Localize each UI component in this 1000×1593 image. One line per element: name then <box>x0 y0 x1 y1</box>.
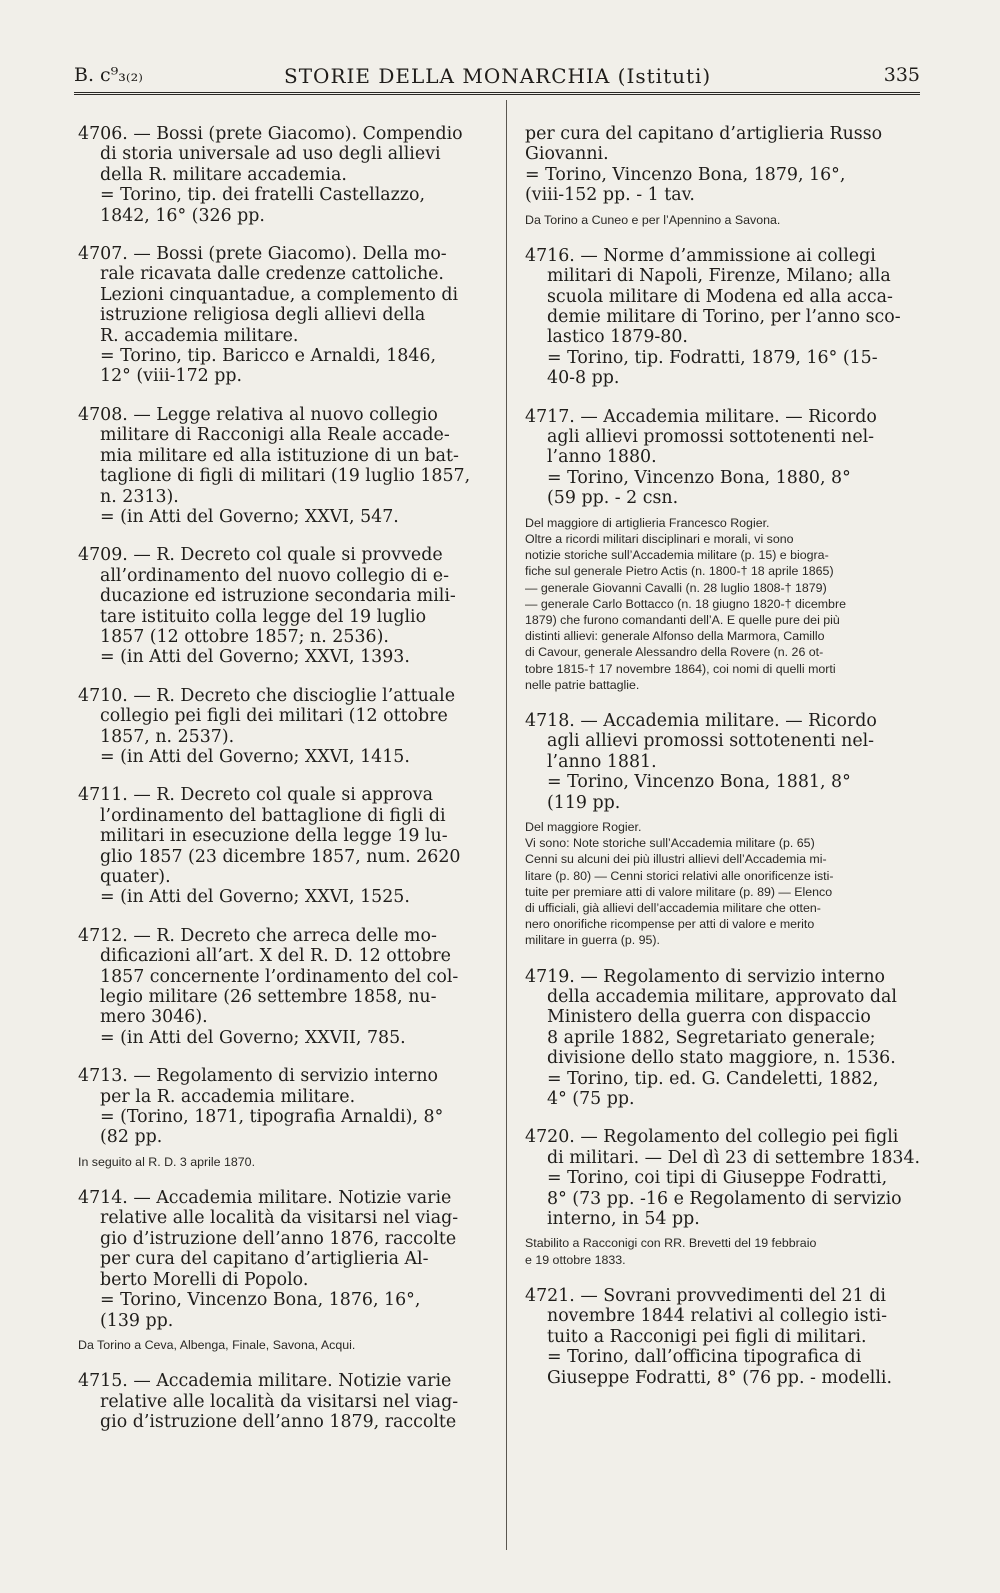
entry-line: = (in Atti del Governo; XXVI, 1393. <box>100 647 410 668</box>
note-line: Da Torino a Ceva, Albenga, Finale, Savona, Acqui. <box>78 1337 356 1352</box>
entry-line: relative alle località da visitarsi nel viag- <box>100 1208 459 1229</box>
entry-line: mero 3046). <box>100 1007 208 1028</box>
entry-line: 4708. — Legge relativa al nuovo collegio <box>78 404 438 425</box>
note-line: 1879) che furono comandanti dell’A. E quelle pure dei più <box>525 612 840 627</box>
entry-line: legio militare (26 settembre 1858, nu- <box>100 987 437 1008</box>
entry-line: = Torino, tip. ed. G. Candeletti, 1882, <box>547 1068 879 1089</box>
entry-line: Ministero della guerra con dispaccio <box>547 1007 871 1028</box>
entry-line: per cura del capitano d’artiglieria Al- <box>100 1249 429 1270</box>
note-line: Stabilito a Racconigi con RR. Brevetti del 19 febbraio <box>525 1236 817 1251</box>
entry-line: = (in Atti del Governo; XXVI, 547. <box>100 506 399 527</box>
entry-note <box>78 1337 488 1353</box>
entry-line: 4717. — Accademia militare. — Ricordo <box>525 406 877 427</box>
entry-line: gio d’istruzione dell’anno 1879, raccolte <box>100 1411 457 1432</box>
entry-line: 1857 concernente l’ordinamento del col- <box>100 966 459 987</box>
entry-note <box>525 819 927 949</box>
entry-line: all’ordinamento del nuovo collegio di e- <box>100 565 449 586</box>
catalog-entry <box>78 785 488 907</box>
catalog-entry <box>78 1371 488 1432</box>
note-line: Del maggiore di artiglieria Francesco Rogier. <box>525 515 770 530</box>
note-line: di Cavour, generale Alessandro della Rovere (n. 26 ot- <box>525 645 824 660</box>
entry-line: 4713. — Regolamento di servizio interno <box>78 1066 439 1087</box>
note-line: distinti allievi: generale Alfonso della Marmora, Camillo <box>525 629 825 644</box>
entry-note <box>525 515 927 693</box>
entry-line: 1842, 16° (326 pp. <box>100 205 265 226</box>
note-line: Da Torino a Cuneo e per l’Apennino a Savona. <box>525 212 781 227</box>
note-line: Cenni su alcuni dei più illustri allievi dell’Accademia mi- <box>525 852 827 867</box>
entry-line: militari di Napoli, Firenze, Milano; alla <box>547 266 891 287</box>
entry-line: 1857 (12 ottobre 1857; n. 2536). <box>100 626 389 647</box>
entry-line: tare istituito colla legge del 19 luglio <box>100 606 427 627</box>
note-line: — generale Giovanni Cavalli (n. 28 luglio 1808-† 1879) <box>525 580 827 595</box>
entry-line: = Torino, tip. Baricco e Arnaldi, 1846, <box>100 346 437 367</box>
note-line: e 19 ottobre 1833. <box>525 1252 626 1267</box>
catalog-entry <box>525 1286 927 1388</box>
entry-line: (139 pp. <box>100 1310 174 1331</box>
entry-line: l’anno 1881. <box>547 751 657 772</box>
catalog-entry <box>78 686 488 768</box>
note-line: Del maggiore Rogier. <box>525 819 642 834</box>
catalog-entry <box>78 244 488 387</box>
entry-line: berto Morelli di Popolo. <box>100 1269 309 1290</box>
catalog-entry <box>525 246 927 389</box>
catalog-entry <box>78 124 488 226</box>
entry-line: militari in esecuzione della legge 19 lu- <box>100 826 448 847</box>
entry-line: = (in Atti del Governo; XXVII, 785. <box>100 1027 406 1048</box>
entry-line: 1857, n. 2537). <box>100 726 235 747</box>
entry-line: 4709. — R. Decreto col quale si provvede <box>78 545 443 566</box>
catalog-entry <box>525 1127 927 1267</box>
note-line: litare (p. 80) — Cenni storici relativi alle onorificenze isti- <box>525 868 834 883</box>
entry-line: 4710. — R. Decreto che discioglie l’attuale <box>78 685 456 706</box>
entry-line: 4718. — Accademia militare. — Ricordo <box>525 710 877 731</box>
entry-line: 4° (75 pp. <box>547 1089 635 1110</box>
entry-line: = Torino, Vincenzo Bona, 1880, 8° <box>547 467 851 488</box>
note-line: notizie storiche sull’Accademia militare (p. 15) e biogra- <box>525 548 829 563</box>
entry-line: taglione di figli di militari (19 luglio 1857, <box>100 466 471 487</box>
entry-note <box>525 1235 927 1267</box>
entry-line: = Torino, tip. dei fratelli Castellazzo, <box>100 185 425 206</box>
entry-line: = Torino, dall’officina tipografica di <box>547 1347 862 1368</box>
entry-line: della R. militare accademia. <box>100 164 347 185</box>
note-line: tobre 1815-† 17 novembre 1864), coi nomi di quelli morti <box>525 661 836 676</box>
note-line: di ufficiali, già allievi dell’accademia militare che otten- <box>525 900 821 915</box>
entry-line: mia militare ed alla istituzione di un bat- <box>100 445 459 466</box>
entry-line: (119 pp. <box>547 792 621 813</box>
note-line: In seguito al R. D. 3 aprile 1870. <box>78 1154 256 1169</box>
entry-line: interno, in 54 pp. <box>547 1209 700 1230</box>
entry-line: 8 aprile 1882, Segretariato generale; <box>547 1027 876 1048</box>
note-line: militare in guerra (p. 95). <box>525 933 660 948</box>
entry-line: istruzione religiosa degli allievi della <box>100 305 426 326</box>
entry-note <box>78 1154 488 1170</box>
entry-line: n. 2313). <box>100 486 179 507</box>
note-line: tuite per premiare atti di valore militare (p. 89) — Elenco <box>525 884 833 899</box>
entry-note <box>525 212 927 228</box>
entry-line: = (Torino, 1871, tipografia Arnaldi), 8° <box>100 1107 444 1128</box>
running-title: STORIE DELLA MONARCHIA (Istituti) <box>284 64 712 88</box>
entry-line: Giuseppe Fodratti, 8° (76 pp. - modelli. <box>547 1367 893 1388</box>
entry-line: 4721. — Sovrani provvedimenti del 21 di <box>525 1285 886 1306</box>
entry-line: 12° (viii-172 pp. <box>100 366 243 387</box>
column-divider <box>506 100 507 1550</box>
page-number: 335 <box>883 64 920 86</box>
signature-mark: B. c⁹₃₍₂₎ <box>74 64 143 86</box>
entry-line: = Torino, tip. Fodratti, 1879, 16° (15- <box>547 347 878 368</box>
entry-line: ducazione ed istruzione secondaria mili- <box>100 586 456 607</box>
note-line: nelle patrie battaglie. <box>525 677 640 692</box>
entry-line: 4719. — Regolamento di servizio interno <box>525 966 886 987</box>
note-line: Oltre a ricordi militari disciplinari e morali, vi sono <box>525 531 794 546</box>
entry-line: 4711. — R. Decreto col quale si approva <box>78 785 433 806</box>
catalog-entry <box>78 545 488 667</box>
entry-line: = (in Atti del Governo; XXVI, 1415. <box>100 746 410 767</box>
entry-line: = Torino, Vincenzo Bona, 1879, 16°, <box>525 164 846 185</box>
entry-line: divisione dello stato maggiore, n. 1536. <box>547 1048 896 1069</box>
entry-line: 8° (73 pp. -16 e Regolamento di servizio <box>547 1188 902 1209</box>
entry-line: = Torino, Vincenzo Bona, 1881, 8° <box>547 772 851 793</box>
entry-line: 4716. — Norme d’ammissione ai collegi <box>525 245 876 266</box>
entry-line: per cura del capitano d’artiglieria Russo <box>525 124 883 144</box>
entry-line: agli allievi promossi sottotenenti nel- <box>547 427 875 448</box>
entry-line: rale ricavata dalle credenze cattoliche. <box>100 264 444 285</box>
entry-line: 4712. — R. Decreto che arreca delle mo- <box>78 925 437 946</box>
entry-line: 40-8 pp. <box>547 368 620 389</box>
entry-line: Lezioni cinquantadue, a complemento di <box>100 284 459 305</box>
entry-line: = (in Atti del Governo; XXVI, 1525. <box>100 887 410 908</box>
entry-line: = Torino, Vincenzo Bona, 1876, 16°, <box>100 1290 421 1311</box>
entry-line: (viii-152 pp. - 1 tav. <box>525 185 695 206</box>
catalog-entry <box>78 1066 488 1170</box>
entry-line: 4714. — Accademia militare. Notizie varie <box>78 1188 452 1209</box>
left-column <box>78 124 488 1450</box>
note-line: fiche sul generale Pietro Actis (n. 1800-† 18 aprile 1865) <box>525 564 834 579</box>
right-column <box>525 124 927 1406</box>
entry-line: lastico 1879-80. <box>547 327 688 348</box>
entry-line: quater). <box>100 867 171 887</box>
entry-line: demie militare di Torino, per l’anno sco- <box>547 307 901 328</box>
entry-line: agli allievi promossi sottotenenti nel- <box>547 731 875 752</box>
catalog-entry <box>78 405 488 527</box>
entry-line: relative alle località da visitarsi nel viag- <box>100 1391 459 1412</box>
entry-line: l’ordinamento del battaglione di figli di <box>100 805 446 826</box>
entry-line: glio 1857 (23 dicembre 1857, num. 2620 <box>100 846 461 867</box>
entry-line: collegio pei figli dei militari (12 ottobre <box>100 706 448 727</box>
catalog-entry <box>78 1188 488 1353</box>
entry-line: Giovanni. <box>525 144 609 165</box>
entry-line: dificazioni all’art. X del R. D. 12 ottobre <box>100 946 451 967</box>
entry-line: = Torino, coi tipi di Giuseppe Fodratti, <box>547 1168 888 1189</box>
entry-line: della accademia militare, approvato dal <box>547 987 897 1007</box>
entry-line: per la R. accademia militare. <box>100 1086 356 1107</box>
catalog-entry <box>525 967 927 1110</box>
entry-line: 4707. — Bossi (prete Giacomo). Della mo- <box>78 244 447 265</box>
entry-line: 4715. — Accademia militare. Notizie varie <box>78 1371 452 1392</box>
entry-line: gio d’istruzione dell’anno 1876, raccolte <box>100 1228 457 1249</box>
entry-line: scuola militare di Modena ed alla acca- <box>547 286 893 307</box>
entry-line: (82 pp. <box>100 1127 163 1148</box>
entry-line: l’anno 1880. <box>547 447 657 468</box>
entry-line: di storia universale ad uso degli allievi <box>100 144 441 165</box>
entry-line: tuito a Racconigi pei figli di militari. <box>547 1326 867 1347</box>
catalog-entry <box>525 124 927 228</box>
catalog-entry <box>525 407 927 693</box>
note-line: nero onorifiche ricompense per atti di valore e merito <box>525 917 815 932</box>
entry-line: 4706. — Bossi (prete Giacomo). Compendio <box>78 124 463 144</box>
entry-line: novembre 1844 relativi al collegio isti- <box>547 1306 888 1327</box>
catalog-entry <box>525 711 927 949</box>
entry-line: militare di Racconigi alla Reale accade- <box>100 425 450 446</box>
entry-line: di militari. — Del dì 23 di settembre 1834. <box>547 1147 921 1168</box>
entry-line: R. accademia militare. <box>100 325 299 346</box>
page-header <box>74 56 920 95</box>
note-line: — generale Carlo Bottacco (n. 18 giugno 1820-† dicembre <box>525 596 846 611</box>
note-line: Vi sono: Note storiche sull’Accademia militare (p. 65) <box>525 836 815 851</box>
entry-line: 4720. — Regolamento del collegio pei figli <box>525 1127 899 1148</box>
entry-line: (59 pp. - 2 csn. <box>547 488 679 509</box>
catalog-entry <box>78 926 488 1048</box>
